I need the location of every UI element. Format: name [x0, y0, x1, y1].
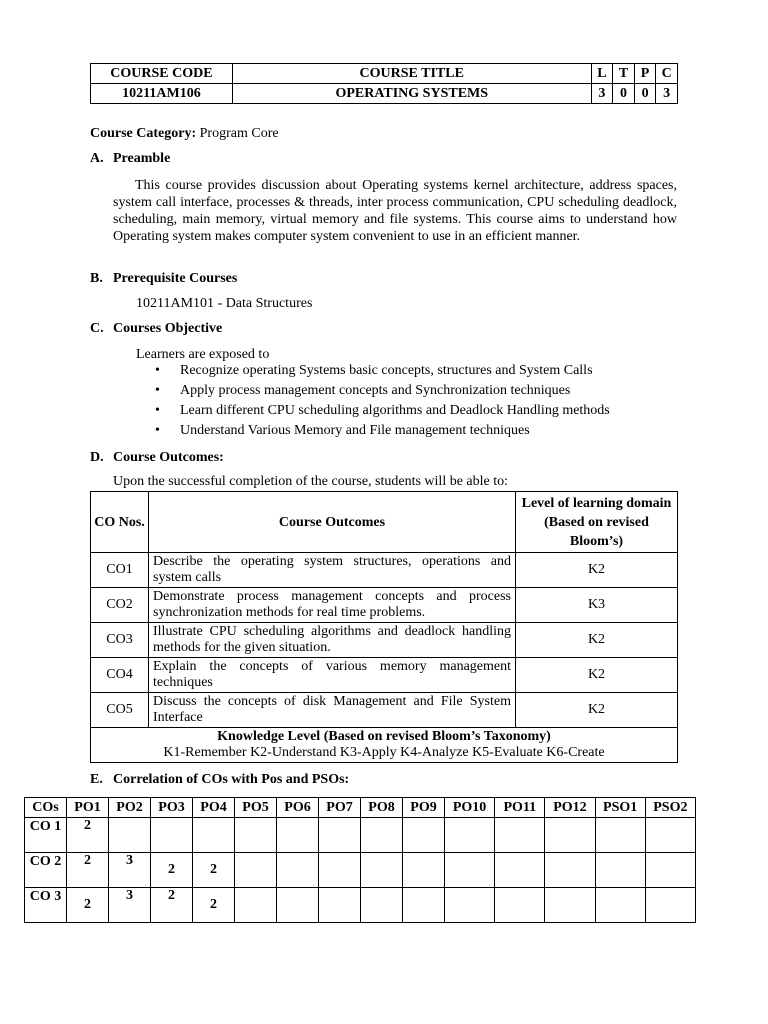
section-title: Course Outcomes: [113, 450, 224, 465]
cor-cell [403, 818, 445, 853]
cor-cell [445, 888, 495, 923]
cor-cell [361, 853, 403, 888]
cor-cell [151, 818, 193, 853]
prerequisite-text: 10211AM101 - Data Structures [136, 296, 313, 311]
objective-item-text: Recognize operating Systems basic concepts, structures and System Calls [180, 363, 593, 378]
cor-col-header: PO3 [151, 798, 193, 818]
co-description: Demonstrate process management concepts and process synchronization methods for real time problems. [149, 588, 516, 623]
header-p-label: P [634, 64, 656, 84]
table-row [91, 693, 678, 728]
preamble-text: This course provides discussion about Operating systems kernel architecture, address spaces, system call interface, processes & threads, inter process communication, CPU scheduling deadlock, scheduling, main memory, virtual memory and file systems. This course aims to understand how Operating system makes computer system convenient to use in an efficient manner. [113, 178, 677, 244]
cor-cell [319, 853, 361, 888]
cor-cell [235, 818, 277, 853]
co-description: Discuss the concepts of disk Management and File System Interface [149, 693, 516, 728]
section-outcomes-heading [90, 450, 224, 466]
cor-row-label: CO 3 [25, 888, 67, 923]
cor-cell: 2 [67, 818, 109, 853]
co-number: CO1 [91, 553, 149, 588]
credit-c: 3 [656, 84, 678, 104]
course-category-label: Course Category: [90, 126, 197, 141]
cor-cell [645, 888, 695, 923]
objective-item-text: Understand Various Memory and File management techniques [180, 423, 530, 438]
table-row [91, 658, 678, 693]
objective-list [155, 362, 610, 442]
course-category [90, 126, 279, 142]
co-level: K2 [516, 553, 678, 588]
section-letter: E. [90, 772, 103, 787]
co-description: Illustrate CPU scheduling algorithms and deadlock handling methods for the given situation. [149, 623, 516, 658]
cor-col-header: PSO1 [595, 798, 645, 818]
cor-cell: 3 [109, 853, 151, 888]
cor-cell: 2 [151, 888, 193, 923]
objective-item [155, 362, 610, 382]
cor-cell [193, 818, 235, 853]
cor-cell: 2 [67, 853, 109, 888]
section-letter: D. [90, 450, 104, 465]
cor-cell [595, 888, 645, 923]
section-preamble-heading [90, 151, 170, 167]
cor-cell [545, 818, 595, 853]
objective-intro: Learners are exposed to [136, 347, 270, 362]
objective-item-text: Learn different CPU scheduling algorithms and Deadlock Handling methods [180, 403, 610, 418]
section-title: Correlation of COs with Pos and PSOs: [113, 772, 350, 787]
cor-col-header: PO6 [277, 798, 319, 818]
section-letter: A. [90, 151, 104, 166]
section-title: Preamble [113, 151, 171, 166]
cor-row-label: CO 2 [25, 853, 67, 888]
table-row [25, 818, 696, 853]
bullet-icon: • [155, 383, 160, 398]
cor-cell [403, 853, 445, 888]
cor-cell [495, 853, 545, 888]
cor-col-header: COs [25, 798, 67, 818]
cor-cell [235, 888, 277, 923]
cor-cell [545, 853, 595, 888]
bullet-icon: • [155, 363, 160, 378]
credit-t: 0 [613, 84, 635, 104]
cor-cell: 2 [193, 888, 235, 923]
cor-cell [277, 818, 319, 853]
section-objective-heading [90, 321, 222, 337]
cor-cell: 2 [151, 853, 193, 888]
header-course-code-label: COURSE CODE [91, 64, 233, 84]
table-row [25, 888, 696, 923]
cor-cell: 3 [109, 888, 151, 923]
cor-col-header: PO2 [109, 798, 151, 818]
cor-col-header: PO9 [403, 798, 445, 818]
cor-col-header: PO7 [319, 798, 361, 818]
cor-cell [445, 853, 495, 888]
cor-cell [109, 818, 151, 853]
credit-p: 0 [634, 84, 656, 104]
cor-cell [595, 818, 645, 853]
cor-cell [645, 818, 695, 853]
section-title: Courses Objective [113, 321, 223, 336]
cor-cell [277, 888, 319, 923]
cor-col-header: PSO2 [645, 798, 695, 818]
cor-cell [319, 818, 361, 853]
table-row [25, 853, 696, 888]
co-description: Explain the concepts of various memory management techniques [149, 658, 516, 693]
table-row [91, 588, 678, 623]
table-row [91, 623, 678, 658]
course-header-table [90, 63, 678, 104]
co-level: K2 [516, 623, 678, 658]
cor-cell [445, 818, 495, 853]
cor-cell: 2 [193, 853, 235, 888]
co-level: K2 [516, 658, 678, 693]
objective-item [155, 422, 610, 442]
co-level-header: Level of learning domain (Based on revised Bloom’s) [516, 492, 678, 553]
cor-cell [319, 888, 361, 923]
cor-col-header: PO12 [545, 798, 595, 818]
cor-cell [403, 888, 445, 923]
header-l-label: L [591, 64, 613, 84]
objective-item-text: Apply process management concepts and Synchronization techniques [180, 383, 571, 398]
cor-col-header: PO5 [235, 798, 277, 818]
header-t-label: T [613, 64, 635, 84]
cor-cell [361, 888, 403, 923]
correlation-table [24, 797, 696, 923]
course-outcomes-table [90, 491, 678, 763]
co-number: CO2 [91, 588, 149, 623]
cor-cell [595, 853, 645, 888]
cor-col-header: PO1 [67, 798, 109, 818]
co-no-header: CO Nos. [91, 492, 149, 553]
cor-cell [495, 818, 545, 853]
cor-cell [495, 888, 545, 923]
knowledge-level-text: K1-Remember K2-Understand K3-Apply K4-Analyze K5-Evaluate K6-Create [163, 745, 605, 760]
section-letter: B. [90, 271, 103, 286]
cor-col-header: PO10 [445, 798, 495, 818]
co-description: Describe the operating system structures, operations and system calls [149, 553, 516, 588]
cor-cell [277, 853, 319, 888]
cor-cell: 2 [67, 888, 109, 923]
section-letter: C. [90, 321, 104, 336]
cor-col-header: PO11 [495, 798, 545, 818]
co-outcome-header: Course Outcomes [149, 492, 516, 553]
section-prerequisite-heading [90, 271, 237, 287]
course-code: 10211AM106 [91, 84, 233, 104]
knowledge-level-title: Knowledge Level (Based on revised Bloom’s Taxonomy) [217, 729, 551, 744]
co-number: CO5 [91, 693, 149, 728]
cor-col-header: PO8 [361, 798, 403, 818]
course-category-value: Program Core [199, 126, 279, 141]
cor-cell [361, 818, 403, 853]
cor-row-label: CO 1 [25, 818, 67, 853]
co-number: CO3 [91, 623, 149, 658]
co-level: K3 [516, 588, 678, 623]
cor-col-header: PO4 [193, 798, 235, 818]
bullet-icon: • [155, 423, 160, 438]
table-row [91, 553, 678, 588]
bullet-icon: • [155, 403, 160, 418]
credit-l: 3 [591, 84, 613, 104]
knowledge-level-cell [91, 728, 678, 763]
course-title: OPERATING SYSTEMS [232, 84, 591, 104]
header-course-title-label: COURSE TITLE [232, 64, 591, 84]
cor-cell [645, 853, 695, 888]
co-level: K2 [516, 693, 678, 728]
cor-cell [235, 853, 277, 888]
objective-item [155, 382, 610, 402]
section-correlation-heading [90, 772, 349, 788]
objective-item [155, 402, 610, 422]
cor-cell [545, 888, 595, 923]
section-title: Prerequisite Courses [113, 271, 238, 286]
outcomes-intro: Upon the successful completion of the course, students will be able to: [113, 474, 509, 489]
header-c-label: C [656, 64, 678, 84]
co-number: CO4 [91, 658, 149, 693]
